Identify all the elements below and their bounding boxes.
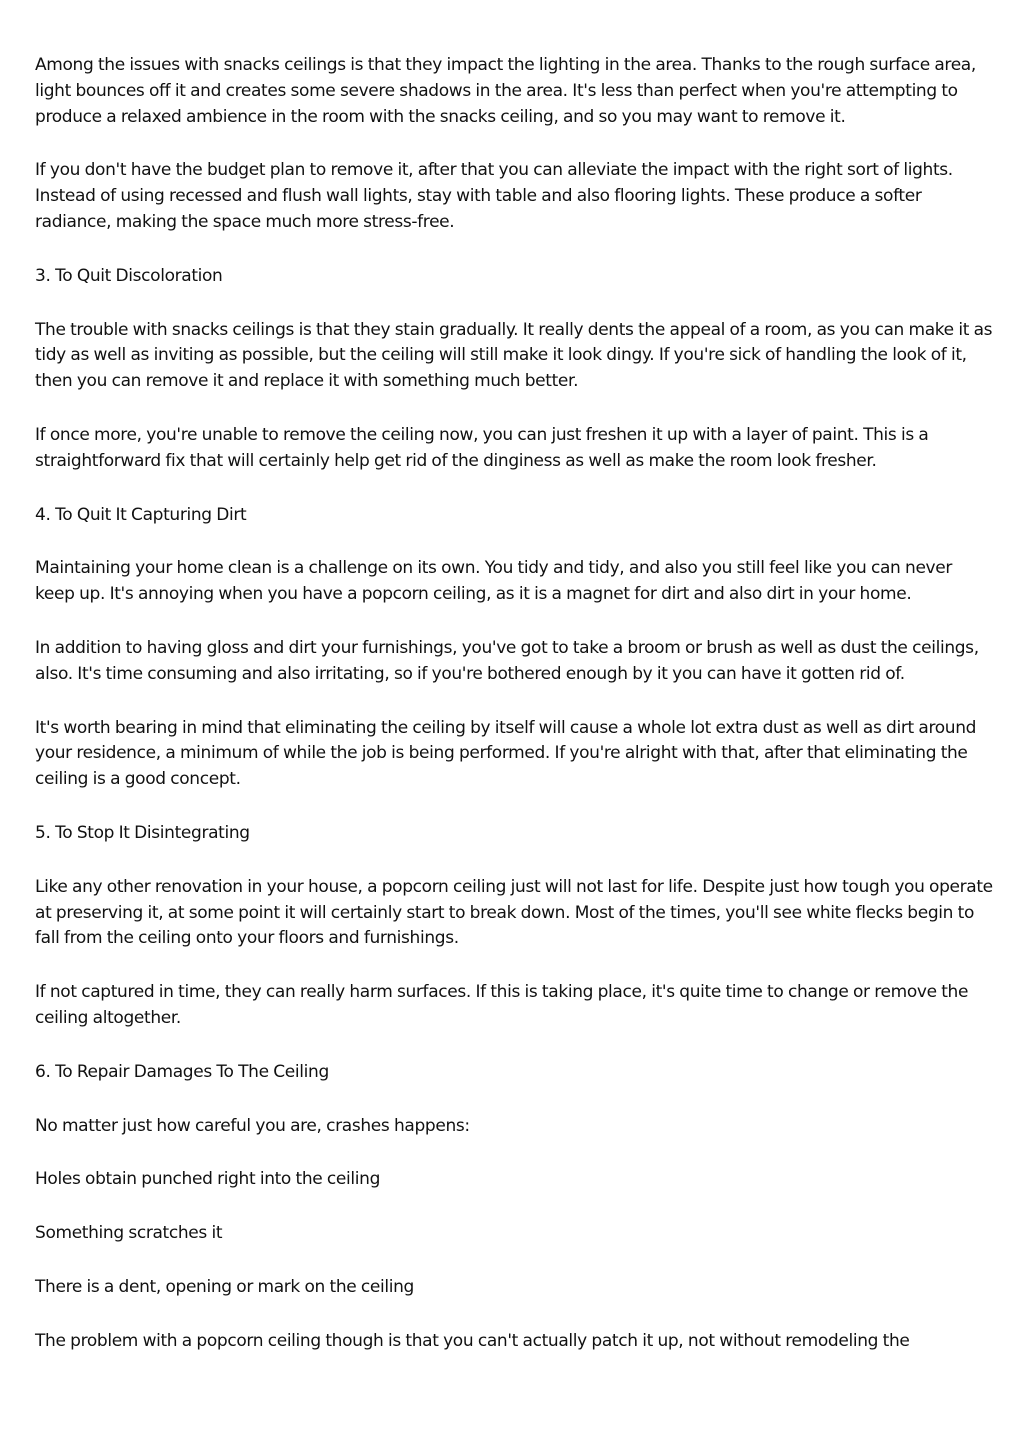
paragraph-paint-fix: If once more, you're unable to remove the ceiling now, you can just freshen it up with a layer of paint. This is a straightforward fix that will certainly help get rid of the dinginess as well as make the room look fresher.: [35, 424, 929, 471]
paragraph-lighting-issue: Among the issues with snacks ceilings is that they impact the lighting in the area. Thanks to the rough surface area, light bounces off it and creates some severe shadows in the area. It's less than perfect when you're attempting to produce a relaxed ambience in the room with the snacks ceiling, and so you may want to remove it.: [35, 55, 976, 127]
paragraph-removal-dust: It's worth bearing in mind that eliminating the ceiling by itself will cause a whole lot extra dust as well as dirt around your residence, a minimum of while the job is being performed. If you're alright with that, after that eliminating the ceiling is a good concept.: [35, 717, 977, 790]
list-item-holes: Holes obtain punched right into the ceiling: [35, 1169, 381, 1190]
section-heading-capturing-dirt: 4. To Quit It Capturing Dirt: [35, 504, 247, 525]
section-heading-repair-damages: 6. To Repair Damages To The Ceiling: [35, 1061, 329, 1082]
paragraph-lighting-alternative: If you don't have the budget plan to remove it, after that you can alleviate the impact with the right sort of lights. Instead of using recessed and flush wall lights, stay with table and also flooring lights. These produce a softer radiance, making the space much more stress-free.: [35, 160, 953, 232]
paragraph-staining: The trouble with snacks ceilings is that they stain gradually. It really dents the appeal of a room, as you can make it as tidy as well as inviting as possible, but the ceiling will still make it look dingy. If you're sick of handling the look of it, then you can remove it and replace it with something much better.: [35, 319, 993, 392]
paragraph-home-clean: Maintaining your home clean is a challenge on its own. You tidy and tidy, and also you still feel like you can never keep up. It's annoying when you have a popcorn ceiling, as it is a magnet for dirt and also dirt in your home.: [35, 558, 953, 605]
paragraph-crashes: No matter just how careful you are, crashes happens:: [35, 1115, 470, 1136]
paragraph-harm-surfaces: If not captured in time, they can really harm surfaces. If this is taking place, it's quite time to change or remove the ceiling altogether.: [35, 982, 969, 1028]
paragraph-break-down: Like any other renovation in your house, a popcorn ceiling just will not last for life. Despite just how tough you operate at preserving it, at some point it will certainly start to break down. Most of the times, you'll see white flecks begin to fall from the ceiling onto your floors and furnishings.: [35, 876, 993, 949]
list-item-scratches: Something scratches it: [35, 1223, 223, 1244]
list-item-dent: There is a dent, opening or mark on the ceiling: [35, 1276, 414, 1297]
document-page: [35, 53, 995, 1383]
paragraph-dusting: In addition to having gloss and dirt your furnishings, you've got to take a broom or brush as well as dust the ceilings, also. It's time consuming and also irritating, so if you're bothered enough by it you can have it gotten rid of.: [35, 637, 979, 684]
section-heading-disintegrating: 5. To Stop It Disintegrating: [35, 822, 250, 843]
section-heading-discoloration: 3. To Quit Discoloration: [35, 265, 223, 286]
paragraph-patch-problem: The problem with a popcorn ceiling though is that you can't actually patch it up, not without remodeling the: [35, 1330, 910, 1351]
